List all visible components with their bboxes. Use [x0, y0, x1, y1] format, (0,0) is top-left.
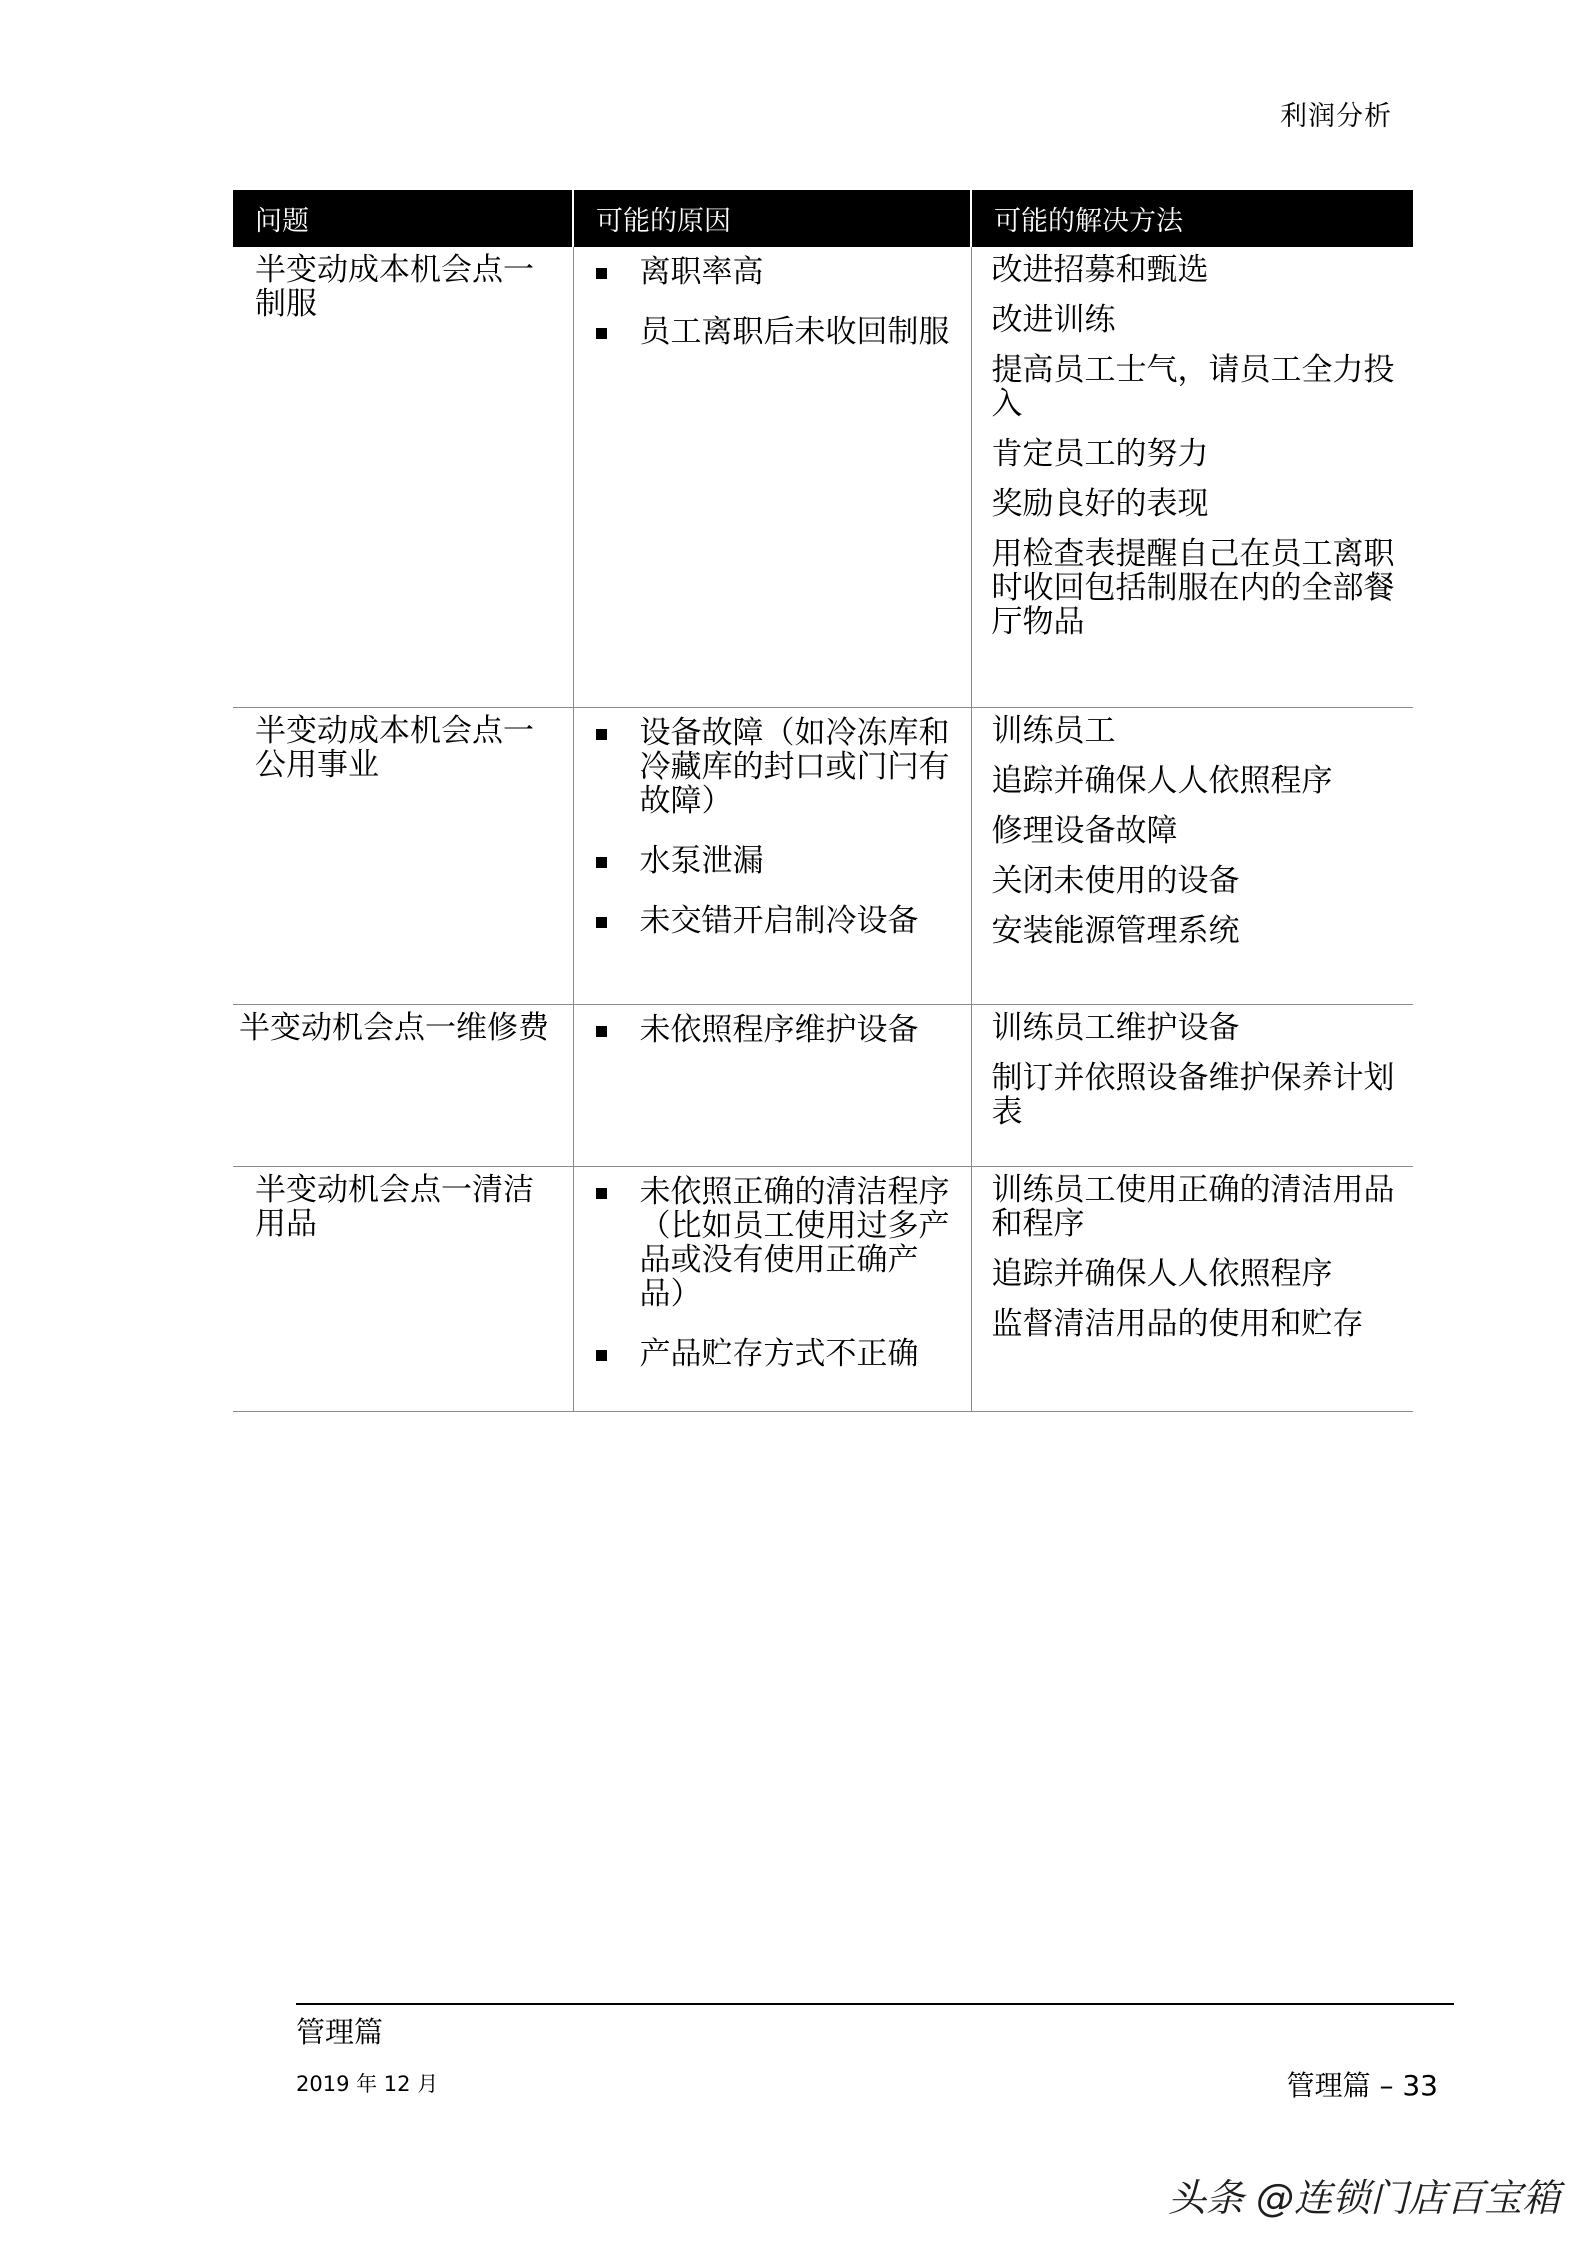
- solution-item: 训练员工: [991, 712, 1116, 749]
- solution-item: 追踪并确保人人依照程序: [991, 762, 1333, 799]
- footer-date: 2019 年 12 月: [296, 2072, 439, 2096]
- solution-item: 训练员工使用正确的清洁用品和程序: [991, 1171, 1395, 1242]
- solution-item: 改进训练: [991, 302, 1116, 338]
- footer-title: 管理篇: [296, 2015, 384, 2049]
- table-row: [233, 707, 1413, 1004]
- column-header-causes: 可能的原因: [573, 190, 971, 247]
- footer-divider: [296, 2003, 1454, 2005]
- column-header-solutions: 可能的解决方法: [971, 190, 1413, 247]
- bullet-icon: [596, 729, 607, 740]
- source-watermark: 头条 @连锁门店百宝箱: [1167, 2176, 1560, 2220]
- bullet-icon: [596, 328, 607, 339]
- bullet-icon: [596, 1026, 607, 1037]
- problem-cell: 半变动机会点一维修费: [233, 1004, 573, 1166]
- solutions-cell: [971, 1004, 1413, 1166]
- cause-item: 员工离职后未收回制服: [592, 315, 961, 349]
- bullet-icon: [596, 917, 607, 928]
- solution-item: 肯定员工的努力: [991, 436, 1209, 472]
- cause-item: 离职率高: [592, 255, 961, 289]
- footer-page-number: 管理篇 – 33: [1286, 2069, 1438, 2102]
- table-row: [233, 247, 1413, 707]
- solution-item: 关闭未使用的设备: [991, 862, 1240, 899]
- solutions-cell: [971, 1166, 1413, 1411]
- problem-cell: 半变动成本机会点一公用事业: [233, 707, 573, 1004]
- cause-item: 水泵泄漏: [592, 844, 961, 878]
- column-header-problem: 问题: [233, 190, 573, 247]
- table-row: [233, 1004, 1413, 1166]
- bullet-icon: [596, 857, 607, 868]
- cause-item: 设备故障（如冷冻库和冷藏库的封口或门闩有故障）: [592, 716, 961, 818]
- solution-item: 安装能源管理系统: [991, 912, 1240, 949]
- solution-item: 监督清洁用品的使用和贮存: [991, 1305, 1364, 1342]
- problem-cause-solution-table: [233, 190, 1413, 1412]
- solution-item: 训练员工维护设备: [991, 1009, 1240, 1046]
- cause-item: 未依照正确的清洁程序（比如员工使用过多产品或没有使用正确产品）: [592, 1175, 961, 1311]
- solutions-cell: [971, 247, 1413, 707]
- solution-item: 改进招募和甄选: [991, 252, 1209, 288]
- solution-item: 提高员工士气，请员工全力投入: [991, 352, 1395, 422]
- solutions-cell: [971, 707, 1413, 1004]
- problem-cell: 半变动机会点一清洁用品: [233, 1166, 573, 1411]
- solution-item: 修理设备故障: [991, 812, 1178, 849]
- table-row: [233, 1166, 1413, 1411]
- bullet-icon: [596, 1350, 607, 1361]
- solution-item: 奖励良好的表现: [991, 486, 1209, 522]
- cause-item: 未依照程序维护设备: [592, 1013, 961, 1047]
- bullet-icon: [596, 1188, 607, 1199]
- solution-item: 追踪并确保人人依照程序: [991, 1255, 1333, 1292]
- table-header: [233, 190, 1413, 247]
- cause-item: 未交错开启制冷设备: [592, 904, 961, 938]
- page-section-header: 利润分析: [1280, 101, 1392, 132]
- solution-item: 制订并依照设备维护保养计划表: [991, 1059, 1395, 1130]
- solution-item: 用检查表提醒自己在员工离职时收回包括制服在内的全部餐厅物品: [991, 536, 1395, 640]
- causes-cell: [573, 1166, 971, 1411]
- causes-cell: [573, 247, 971, 707]
- causes-cell: [573, 1004, 971, 1166]
- bullet-icon: [596, 268, 607, 279]
- cause-item: 产品贮存方式不正确: [592, 1337, 961, 1371]
- problem-cell: 半变动成本机会点一制服: [233, 247, 573, 707]
- causes-cell: [573, 707, 971, 1004]
